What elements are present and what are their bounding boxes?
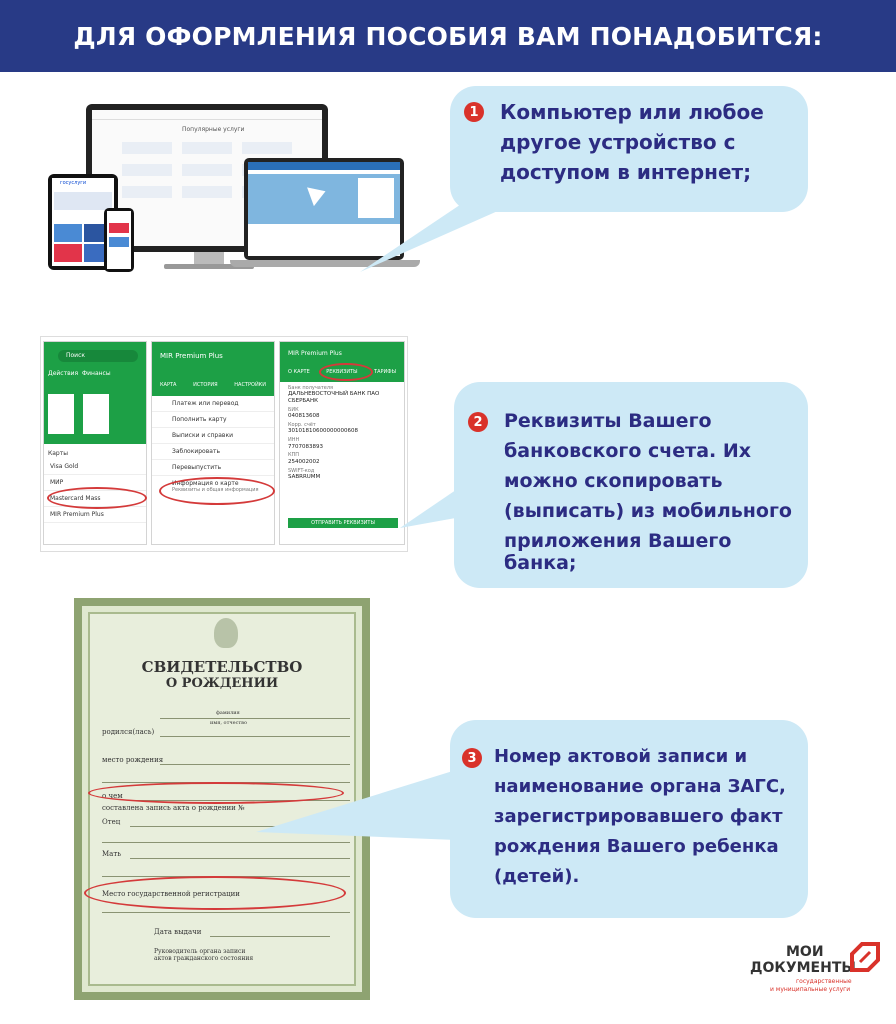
certificate-title-2: О РОЖДЕНИИ — [165, 676, 279, 691]
bubble-2-line-4: (выписать) из мобильного — [504, 500, 792, 522]
menu-tab-3: НАСТРОЙКИ — [234, 382, 266, 388]
site-logo: госуслуги — [60, 180, 87, 186]
page-title: ДЛЯ ОФОРМЛЕНИЯ ПОСОБИЯ ВАМ ПОНАДОБИТСЯ: — [73, 21, 823, 51]
field-value-4: 7707083893 — [288, 443, 323, 450]
info-bubble-3 — [450, 720, 808, 918]
header-banner — [0, 0, 896, 72]
cert-row-6: составлена запись акта о рождении № — [102, 804, 245, 812]
bubble-1-line-1: Компьютер или любое — [500, 100, 764, 124]
number-badge-1: 1 — [464, 102, 484, 122]
details-screen-title: MIR Premium Plus — [288, 350, 342, 357]
logo-line-3: государственные — [796, 978, 852, 985]
menu-item-6-sub: Реквизиты и общая информация — [172, 487, 259, 493]
cert-row-11: Руководитель органа записи актов гражданского состояния — [154, 948, 254, 962]
field-value-3: 30101810600000000608 — [288, 428, 358, 435]
logo-line-1: МОИ — [786, 944, 824, 960]
menu-item-1: Платеж или перевод — [152, 396, 274, 412]
field-label-2: БИК — [288, 407, 299, 413]
cert-row-3: родился(лась) — [102, 728, 155, 736]
cert-row-9: Место государственной регистрации — [102, 890, 240, 898]
cert-row-5: о чем — [102, 792, 123, 800]
details-tab-1: О КАРТЕ — [288, 369, 310, 375]
number-badge-3: 3 — [462, 748, 482, 768]
bubble-3-line-5: (детей). — [494, 866, 580, 887]
field-value-6: SABRRUMM — [288, 473, 321, 480]
cert-row-2: имя, отчество — [210, 720, 247, 726]
menu-screen-title: MIR Premium Plus — [160, 352, 223, 360]
bubble-3-line-4: рождения Вашего ребенка — [494, 836, 779, 857]
card-row-4: MIR Premium Plus — [44, 507, 146, 523]
menu-item-2: Пополнить карту — [152, 412, 274, 428]
card-row-3: Mastercard Mass — [44, 491, 146, 507]
cards-title: Карты — [48, 450, 68, 457]
field-label-4: ИНН — [288, 437, 300, 444]
field-label-1: Банк получателя — [288, 385, 334, 391]
bubble-2-line-2: банковского счета. Их — [504, 440, 752, 462]
logo-line-2: ДОКУМЕНТЫ — [750, 960, 856, 976]
certificate-title-1: СВИДЕТЕЛЬСТВО — [141, 658, 303, 676]
bubble-3-line-1: Номер актовой записи и — [494, 746, 748, 767]
phone-image — [104, 208, 134, 272]
bubble-3-line-2: наименование органа ЗАГС, — [494, 776, 786, 797]
field-label-3: Корр. счёт — [288, 422, 316, 429]
cert-row-10: Дата выдачи — [154, 928, 202, 936]
menu-item-5: Перевыпустить — [152, 460, 274, 476]
bank-tab-finance: Финансы — [81, 370, 111, 377]
details-tab-3: ТАРИФЫ — [374, 369, 396, 375]
bank-tab-actions: Действия — [48, 370, 79, 377]
bank-screen-cards — [43, 341, 147, 545]
highlight-card-info — [159, 477, 275, 505]
info-bubble-1 — [450, 86, 808, 212]
cert-row-1: фамилия — [216, 710, 240, 716]
card-row-2: МИР — [44, 475, 146, 491]
menu-item-3: Выписки и справки — [152, 428, 274, 444]
cert-row-4: место рождения — [102, 756, 164, 764]
highlight-details-tab — [319, 363, 373, 381]
field-label-5: КПП — [288, 452, 300, 459]
send-details-button[interactable]: ОТПРАВИТЬ РЕКВИЗИТЫ — [288, 518, 398, 528]
cert-row-7: Отец — [102, 818, 121, 826]
field-value-5: 254002002 — [288, 458, 320, 465]
card-row-1: Visa Gold — [44, 459, 146, 475]
bubble-2-line-1: Реквизиты Вашего — [504, 410, 712, 432]
logo-mark-icon — [850, 942, 880, 974]
cert-row-8: Мать — [102, 850, 122, 858]
field-label-6: SWIFT-код — [288, 467, 315, 474]
info-bubble-2 — [454, 382, 808, 588]
bubble-2-line-3: можно скопировать — [504, 470, 723, 492]
bank-app-screens — [40, 336, 408, 552]
logo-line-4: и муниципальные услуги — [770, 986, 851, 993]
highlight-registration-place — [84, 876, 346, 910]
bank-search: Поиск — [58, 350, 138, 362]
bubble-tail-3 — [256, 760, 456, 880]
bubble-1-line-3: доступом в интернет; — [500, 160, 752, 184]
number-badge-2: 2 — [468, 412, 488, 432]
field-value-1: ДАЛЬНЕВОСТОЧНЫЙ БАНК ПАО СБЕРБАНК — [288, 391, 380, 405]
menu-item-4: Заблокировать — [152, 444, 274, 460]
details-tab-2: РЕКВИЗИТЫ — [326, 369, 358, 375]
highlight-card — [47, 487, 147, 509]
field-value-2: 040813608 — [288, 413, 320, 420]
emblem-icon — [214, 618, 238, 648]
moi-dokumenty-logo — [746, 940, 886, 1000]
menu-tab-1: КАРТА — [160, 382, 177, 388]
site-heading: Популярные услуги — [182, 126, 245, 133]
bubble-3-line-3: зарегистрировавшего факт — [494, 806, 783, 827]
bubble-2-line-5: приложения Вашего банка; — [504, 530, 732, 574]
bubble-1-line-2: другое устройство с — [500, 130, 736, 154]
bank-screen-menu — [151, 341, 275, 545]
menu-item-6: Информация о карте — [172, 480, 239, 487]
menu-tab-2: ИСТОРИЯ — [193, 382, 218, 388]
